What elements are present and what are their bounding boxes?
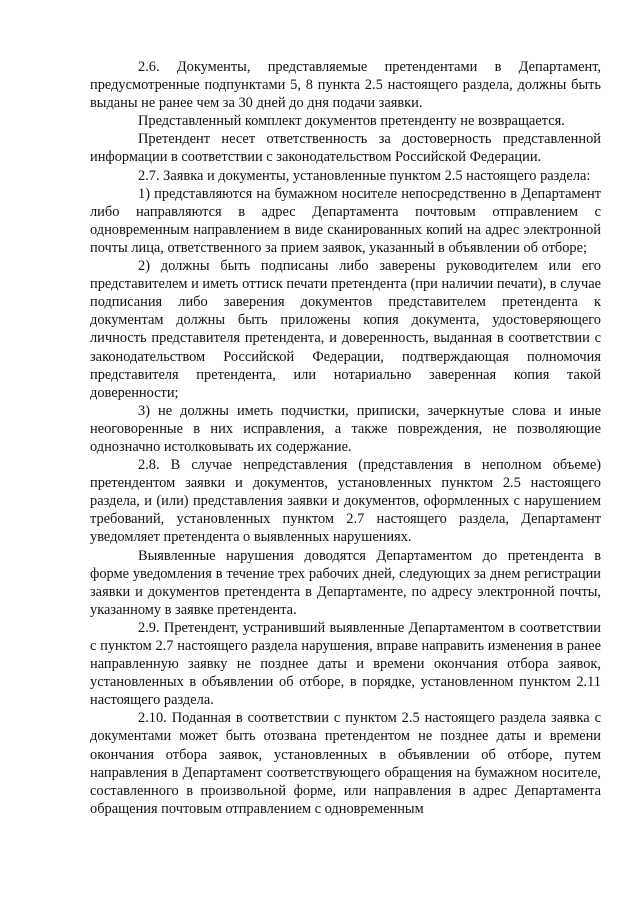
list-item-3: 3) не должны иметь подчистки, приписки, зачеркнутые слова и иные неоговоренные в них исправления, а также повреждения, не позволяющие однозначно истолковывать их содержание. [90, 402, 601, 455]
paragraph-responsibility: Претендент несет ответственность за достоверность представленной информации в соответствии с законодательством Российской Федерации. [90, 131, 601, 166]
paragraph-2-10: 2.10. Поданная в соответствии с пунктом 2.5 настоящего раздела заявка с документами может быть отозвана претендентом не позднее даты и времени окончания отбора заявок, установленных в объявлении об отборе, путем направления в Департамент соответствующего обращения на бумажном носителе, составленного в произвольной форме, или направления в адрес Департамента обращения почтовым отправлением с одновременным [90, 710, 601, 817]
paragraph-2-9: 2.9. Претендент, устранивший выявленные Департаментом в соответствии с пунктом 2.7 настоящего раздела нарушения, вправе направить изменения в ранее направленную заявку не позднее даты и времени окончания отбора заявок, установленных в объявлении об отборе, в порядке, установленном пунктом 2.11 настоящего раздела. [90, 619, 601, 709]
paragraph-documents-not-returned: Представленный комплект документов претенденту не возвращается. [138, 113, 565, 130]
paragraph-2-6: 2.6. Документы, представляемые претендентами в Департамент, предусмотренные подпунктами 5, 8 пункта 2.5 настоящего раздела, должны быть выданы не ранее чем за 30 дней до дня подачи заявки. [90, 59, 601, 112]
list-item-1: 1) представляются на бумажном носителе непосредственно в Департамент либо направляются в адрес Департамента почтовым отправлением с одновременным направлением в виде сканированных копий на адрес электронной почты лица, ответственного за прием заявок, указанный в объявлении об отборе; [90, 185, 601, 256]
document-body [90, 58, 601, 818]
paragraph-2-8: 2.8. В случае непредставления (представления в неполном объеме) претендентом заявки и документов, установленных пунктом 2.5 настоящего раздела, и (или) представления заявки и документов, оформленных с нарушением требований, установленных пунктом 2.7 настоящего раздела, Департамент уведомляет претендента о выявленных нарушениях. [90, 457, 601, 546]
list-item-2: 2) должны быть подписаны либо заверены руководителем или его представителем и иметь оттиск печати претендента (при наличии печати), в случае подписания либо заверения документов представителем претендента к документам должны быть приложены копия документа, удостоверяющего личность представителя претендента, и доверенность, выданная в соответствии с законодательством Российской Федерации, подтверждающая полномочия представителя претендента, или нотариально заверенная копия такой доверенности; [90, 258, 601, 401]
paragraph-violations-notice: Выявленные нарушения доводятся Департаментом до претендента в форме уведомления в течение трех рабочих дней, следующих за днем регистрации заявки и документов претендента в Департаменте, по адресу электронной почты, указанному в заявке претендента. [90, 547, 601, 618]
paragraph-2-7: 2.7. Заявка и документы, установленные пунктом 2.5 настоящего раздела: [138, 167, 591, 184]
